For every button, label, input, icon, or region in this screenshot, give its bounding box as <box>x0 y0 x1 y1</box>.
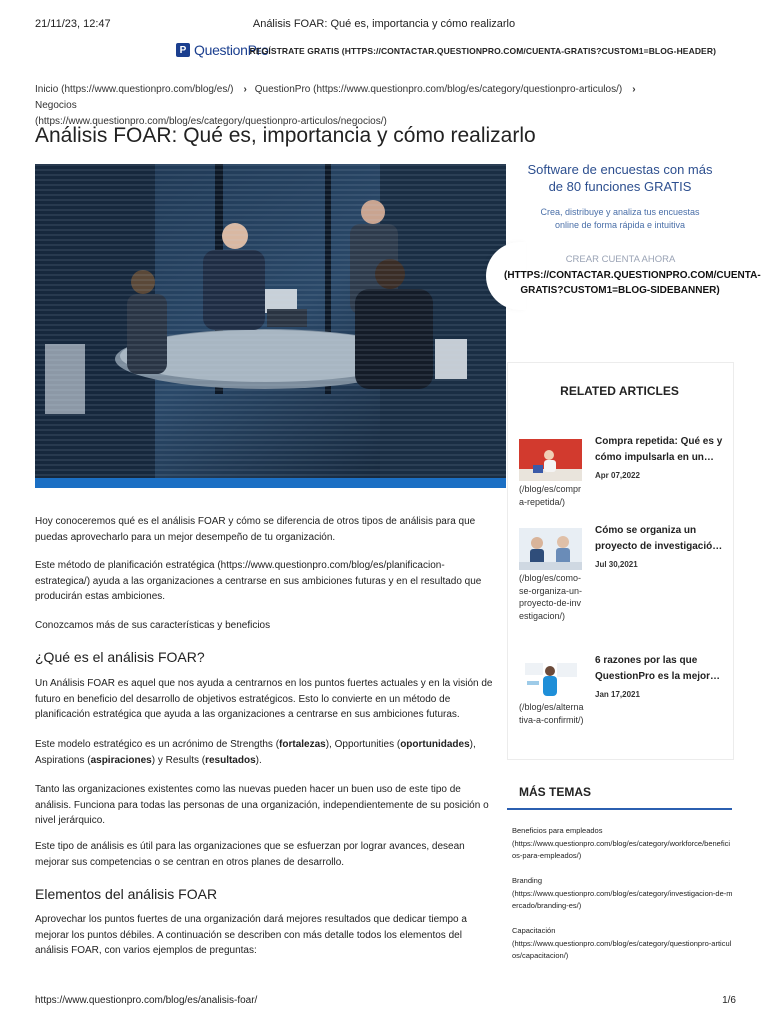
topic-name: Branding <box>512 876 543 885</box>
breadcrumb-inicio[interactable]: Inicio (https://www.questionpro.com/blog/es/) <box>35 84 234 95</box>
print-footer-url: https://www.questionpro.com/blog/es/analisis-foar/ <box>35 995 258 1006</box>
related-date: Jan 17,2021 <box>595 690 640 699</box>
logo-mark-icon: P <box>176 43 190 57</box>
topic-item[interactable] <box>512 825 734 863</box>
breadcrumb-negocios-url[interactable]: (https://www.questionpro.com/blog/es/category/questionpro-articulos/negocios/) <box>35 116 387 127</box>
paragraph-puntos-fuertes: Aprovechar los puntos fuertes de una organización dará mejores resultados que dedicar tiempo a mejorar los puntos débiles. A continuación se describen con más detalle todos los elementos del análisis FOAR, con varios ejemplos de preguntas: <box>35 914 467 956</box>
logo-wordmark: QuestionPro <box>194 42 269 58</box>
related-title[interactable]: Cómo se organiza un proyecto de investigació… <box>595 525 723 552</box>
paragraph-acronimo: Este modelo estratégico es un acrónimo de Strengths (fortalezas), Opportunities (oportunidades), Aspirations (aspiraciones) y Results (resultados). <box>35 739 476 766</box>
related-thumb-proyecto[interactable] <box>519 528 582 570</box>
topic-url: (https://www.questionpro.com/blog/es/category/workforce/beneficios-para-empleados/) <box>512 838 731 860</box>
related-date: Apr 07,2022 <box>595 471 640 480</box>
topic-url: (https://www.questionpro.com/blog/es/category/investigacion-de-mercado/branding-es/) <box>512 888 733 910</box>
topic-name: Capacitación <box>512 926 556 935</box>
print-page-number: 1/6 <box>722 995 736 1006</box>
heading-elementos: Elementos del análisis FOAR <box>35 886 218 902</box>
page-title: Análisis FOAR: Qué es, importancia y cómo realizarlo <box>35 124 536 147</box>
related-date: Jul 30,2021 <box>595 560 638 569</box>
create-account-url[interactable]: (HTTPS://CONTACTAR.QUESTIONPRO.COM/CUENTA-GRATIS?CUSTOM1=BLOG-SIDEBANNER) <box>504 270 761 296</box>
paragraph-utilidad: Este tipo de análisis es útil para las organizaciones que se esfuerzan por lograr avances, desean mejorar sus competencias o se centran en otros planes de desarrollo. <box>35 841 465 868</box>
related-thumb-confirmit[interactable] <box>519 657 582 699</box>
paragraph-organizaciones: Tanto las organizaciones existentes como las nuevas pueden hacer un buen uso de este tipo de análisis. Funciona para todas las personas de una organización, independientemente de su posición o nivel jerárquico. <box>35 784 489 826</box>
more-topics-heading: MÁS TEMAS <box>519 785 591 799</box>
breadcrumb-negocios[interactable]: Negocios <box>35 100 77 111</box>
team-meeting-photo <box>519 528 582 570</box>
related-link[interactable]: (/blog/es/como-se-organiza-un-proyecto-de-investigacion/) <box>519 573 583 621</box>
topic-name: Beneficios para empleados <box>512 826 603 835</box>
print-datetime: 21/11/23, 12:47 <box>35 18 111 30</box>
promo-title: Software de encuestas con más de 80 funciones GRATIS <box>527 162 713 194</box>
related-thumb-compra[interactable] <box>519 439 582 481</box>
hero-image <box>35 164 506 488</box>
heading-que-es: ¿Qué es el análisis FOAR? <box>35 649 205 665</box>
paragraph-metodo: Este método de planificación estratégica (https://www.questionpro.com/blog/es/planificacion-estrategica/) ayuda a las organizaciones a centrarse en sus ambiciones futuras y en el resultado que producirán estas ambiciones. <box>35 560 482 602</box>
related-title[interactable]: 6 razones por las que QuestionPro es la mejor… <box>595 655 721 682</box>
related-articles-heading: RELATED ARTICLES <box>560 384 679 398</box>
chevron-right-icon: › <box>632 84 636 95</box>
print-doc-title: Análisis FOAR: Qué es, importancia y cómo realizarlo <box>252 18 516 30</box>
promo-description: Crea, distribuye y analiza tus encuestas online de forma rápida e intuitiva <box>540 207 700 230</box>
chevron-right-icon: › <box>243 84 247 95</box>
paragraph-intro: Hoy conoceremos qué es el análisis FOAR y cómo se diferencia de otros tipos de análisis para que puedas aprovecharlo para un mejor desempeño de tu organización. <box>35 516 476 543</box>
related-link[interactable]: (/blog/es/alternativa-a-confirmit/) <box>519 702 584 725</box>
related-title[interactable]: Compra repetida: Qué es y cómo impulsarla en un… <box>595 436 723 463</box>
signup-header-link[interactable]: REGÍSTRATE GRATIS (HTTPS://CONTACTAR.QUESTIONPRO.COM/CUENTA-GRATIS?CUSTOM1=BLOG-HEADER) <box>249 46 716 56</box>
topic-item[interactable] <box>512 925 734 963</box>
shopping-photo <box>519 439 582 481</box>
create-account-button[interactable]: CREAR CUENTA AHORA <box>565 254 676 265</box>
breadcrumb <box>35 82 675 130</box>
related-link[interactable]: (/blog/es/compra-repetida/) <box>519 484 582 507</box>
illustration-photo <box>519 657 582 699</box>
topic-item[interactable] <box>512 875 734 913</box>
breadcrumb-questionpro[interactable]: QuestionPro (https://www.questionpro.com/blog/es/category/questionpro-articulos/) <box>254 84 623 95</box>
topic-url: (https://www.questionpro.com/blog/es/category/questionpro-articulos/capacitacion/) <box>512 938 732 960</box>
more-topics-divider <box>507 808 732 810</box>
paragraph-definicion: Un Análisis FOAR es aquel que nos ayuda a centrarnos en los puntos fuertes actuales y en la visión de futuro en beneficio del desarrollo de objetivos estratégicos. Esto lo convierte en un método de planificación estratégica que ayuda a las organizaciones a centrarse en sus ambiciones futuras. <box>35 678 493 720</box>
paragraph-conozcamos: Conozcamos más de sus características y beneficios <box>35 620 271 631</box>
meeting-room-photo <box>35 164 506 488</box>
